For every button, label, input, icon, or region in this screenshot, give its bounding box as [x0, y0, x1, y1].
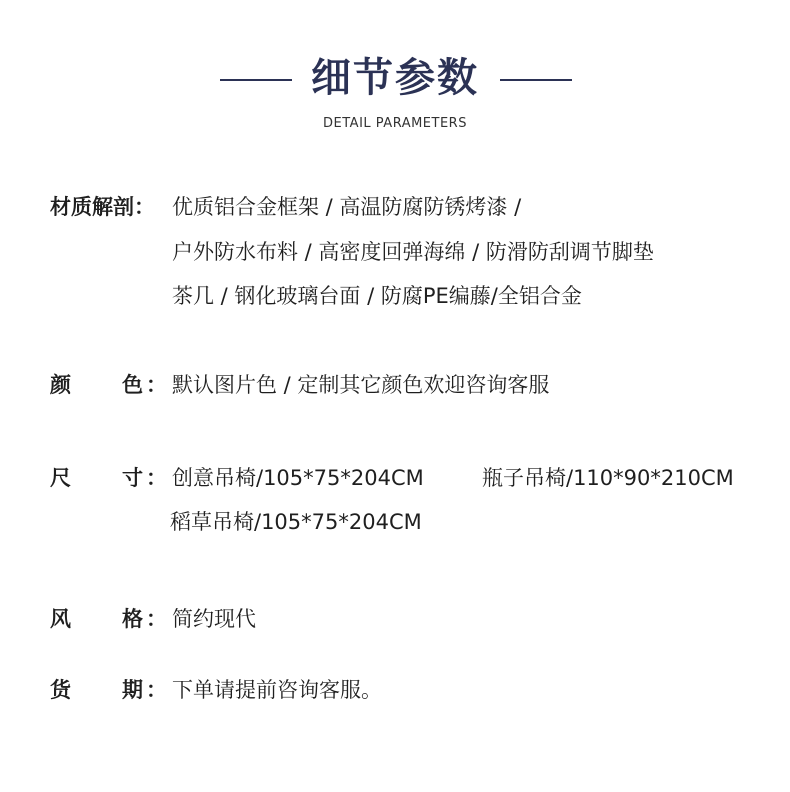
spec-value-color: 默认图片色 / 定制其它颜色欢迎咨询客服 — [172, 373, 550, 397]
spec-value-material-line1: 优质铝合金框架 / 高温防腐防锈烤漆 / — [172, 195, 522, 219]
spec-label-style-colon: ： — [146, 607, 167, 631]
spec-label-size-char1: 尺 — [50, 466, 71, 490]
section-title: 细节参数 — [311, 55, 479, 101]
spec-label-color-char1: 颜 — [50, 373, 71, 397]
spec-value-size-item2: 瓶子吊椅/110*90*210CM — [482, 466, 734, 490]
spec-value-material-line3: 茶几 / 钢化玻璃台面 / 防腐PE编藤/全铝合金 — [172, 284, 582, 308]
spec-label-size-colon: ： — [146, 466, 167, 490]
title-rule-right — [500, 79, 572, 81]
section-header — [0, 48, 790, 108]
spec-label-delivery-colon: ： — [146, 678, 167, 702]
spec-label-color-colon: ： — [146, 373, 167, 397]
spec-label-delivery-char2: 期 — [122, 678, 143, 702]
spec-value-style: 简约现代 — [172, 607, 256, 631]
spec-label-size-char2: 寸 — [122, 466, 143, 490]
spec-label-color-char2: 色 — [122, 373, 143, 397]
spec-value-size-item1: 创意吊椅/105*75*204CM — [172, 466, 424, 490]
spec-label-style-char2: 格 — [122, 607, 143, 631]
spec-value-material-line2: 户外防水布料 / 高密度回弹海绵 / 防滑防刮调节脚垫 — [172, 240, 654, 264]
spec-value-size-item3: 稻草吊椅/105*75*204CM — [170, 510, 422, 534]
spec-label-style-char1: 风 — [50, 607, 71, 631]
spec-label-material: 材质解剖： — [50, 195, 155, 219]
spec-value-delivery: 下单请提前咨询客服。 — [172, 678, 382, 702]
section-subtitle: DETAIL PARAMETERS — [323, 116, 467, 131]
spec-label-delivery-char1: 货 — [50, 678, 71, 702]
